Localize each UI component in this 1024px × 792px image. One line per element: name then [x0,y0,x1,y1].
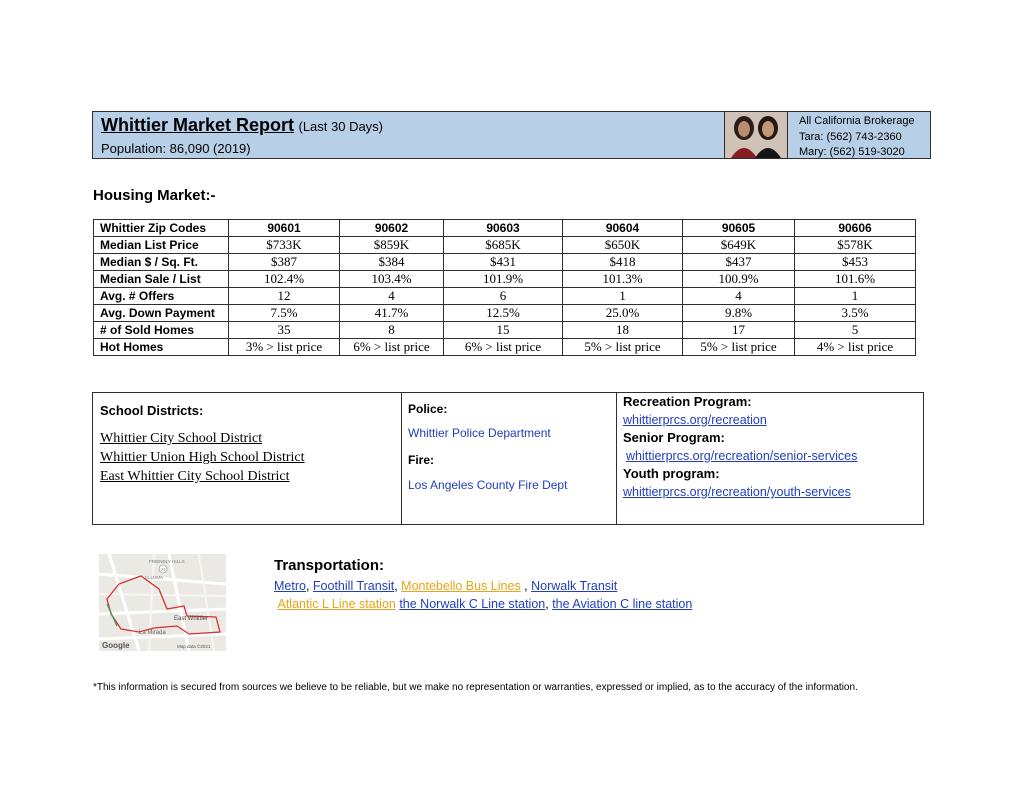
table-cell: 4% > list price [795,339,916,356]
transportation-heading: Transportation: [274,557,385,574]
table-cell: 101.9% [444,271,563,288]
schools-heading: School Districts: [100,403,204,418]
contact-mary: Mary: (562) 519-3020 [799,146,905,158]
foothill-transit-link[interactable]: Foothill Transit [312,579,395,593]
population-text: Population: 86,090 (2019) [101,141,251,156]
table-cell: 5 [795,322,916,339]
table-cell: 4 [683,288,795,305]
table-cell: 18 [563,322,683,339]
zip-header: 90606 [795,220,916,237]
senior-heading: Senior Program: [623,430,725,445]
table-cell: 4 [340,288,444,305]
police-heading: Police: [408,402,448,416]
fire-heading: Fire: [408,453,435,467]
recreation-heading: Recreation Program: [623,394,752,409]
table-cell: $859K [340,237,444,254]
agents-photo-image [725,112,787,158]
table-cell: 6 [444,288,563,305]
montebello-bus-link[interactable]: Montebello Bus Lines [401,579,521,593]
table-cell: 3% > list price [229,339,340,356]
table-cell: 3.5% [795,305,916,322]
map-data-credit: Map data ©2021 [177,644,211,649]
senior-link[interactable]: whittierprcs.org/recreation/senior-services [626,449,858,463]
table-row [94,254,916,271]
table-cell: 7.5% [229,305,340,322]
row-label: Median Sale / List [94,271,229,288]
aviation-c-line-link[interactable]: the Aviation C line station [552,597,693,611]
row-label: Hot Homes [94,339,229,356]
table-cell: $733K [229,237,340,254]
google-logo: Google [102,641,130,650]
metro-link[interactable]: Metro [274,579,306,593]
table-cell: $685K [444,237,563,254]
map-label-east-whittier: East Whittier [174,616,209,622]
table-cell: 101.6% [795,271,916,288]
recreation-link[interactable]: whittierprcs.org/recreation [623,413,767,427]
market-table [93,219,916,356]
table-cell: $650K [563,237,683,254]
table-row [94,305,916,322]
map-graphic [99,554,226,651]
table-cell: $418 [563,254,683,271]
programs-block [623,393,857,501]
table-cell: $387 [229,254,340,271]
separator: , [394,579,398,593]
area-map[interactable] [99,554,226,651]
table-cell: 9.8% [683,305,795,322]
transportation-section [274,557,692,613]
table-row [94,237,916,254]
map-label-friendly-hills: FRIENDLY HILLS [149,559,185,564]
table-cell: 5% > list price [563,339,683,356]
table-row [94,288,916,305]
contact-info [799,114,915,161]
youth-link[interactable]: whittierprcs.org/recreation/youth-services [623,485,851,499]
transport-line-1 [274,577,692,595]
table-cell: 100.9% [683,271,795,288]
row-label: Avg. Down Payment [94,305,229,322]
police-link[interactable]: Whittier Police Department [408,426,551,440]
agents-photo [724,112,788,158]
table-cell: 41.7% [340,305,444,322]
table-cell: 15 [444,322,563,339]
separator: , [545,597,549,611]
table-cell: 6% > list price [444,339,563,356]
school-link[interactable]: East Whittier City School District [100,469,290,484]
table-cell: $453 [795,254,916,271]
row-label: Median List Price [94,237,229,254]
zip-header: 90602 [340,220,444,237]
zip-header-label: Whittier Zip Codes [94,220,229,237]
separator: , [520,579,528,593]
community-info-box [92,392,924,525]
zip-header: 90605 [683,220,795,237]
report-title: Whittier Market Report [101,115,295,135]
fire-link[interactable]: Los Angeles County Fire Dept [408,478,568,492]
separator: , [305,579,310,593]
zip-header: 90601 [229,220,340,237]
contact-tara: Tara: (562) 743-2360 [799,130,902,143]
transport-line-2 [274,595,692,613]
housing-market-heading: Housing Market:- [93,187,216,204]
schools-list [100,429,305,486]
route-label: 72 [161,567,166,572]
disclaimer-text: *This information is secured from sources we believe to be reliable, but we make no representation or warranties, expressed or implied, as to the accuracy of the information. [93,682,858,693]
table-cell: 12.5% [444,305,563,322]
table-cell: 35 [229,322,340,339]
schools-column [93,393,402,524]
table-cell: 12 [229,288,340,305]
table-cell: $649K [683,237,795,254]
table-cell: 1 [563,288,683,305]
table-cell: $578K [795,237,916,254]
row-label: Avg. # Offers [94,288,229,305]
table-cell: 17 [683,322,795,339]
row-label: # of Sold Homes [94,322,229,339]
table-cell: 5% > list price [683,339,795,356]
table-cell: 6% > list price [340,339,444,356]
zip-header: 90604 [563,220,683,237]
youth-heading: Youth program: [623,466,720,481]
brokerage-name: All California Brokerage [799,115,915,127]
table-cell: 102.4% [229,271,340,288]
school-link[interactable]: Whittier City School District [100,431,263,446]
norwalk-transit-link[interactable]: Norwalk Transit [531,579,618,593]
map-label-la-mirada: La Mirada [139,630,166,636]
table-cell: 101.3% [563,271,683,288]
school-link[interactable]: Whittier Union High School District [100,450,305,465]
programs-column [617,393,923,524]
table-row [94,339,916,356]
zip-header: 90603 [444,220,563,237]
norwalk-c-line-link[interactable]: the Norwalk C Line station [399,597,546,611]
report-header [92,111,931,159]
table-cell: 8 [340,322,444,339]
table-cell: 1 [795,288,916,305]
table-cell: 25.0% [563,305,683,322]
table-cell: $431 [444,254,563,271]
table-cell: $437 [683,254,795,271]
title-area [101,115,383,136]
table-cell: 103.4% [340,271,444,288]
atlantic-line-link[interactable]: Atlantic L Line station [277,597,396,611]
row-label: Median $ / Sq. Ft. [94,254,229,271]
report-subtitle: (Last 30 Days) [298,119,384,134]
safety-column [402,393,617,524]
table-row [94,271,916,288]
table-row [94,322,916,339]
table-header-row [94,220,916,237]
table-cell: $384 [340,254,444,271]
map-label-area: ELLUMA [145,575,164,580]
